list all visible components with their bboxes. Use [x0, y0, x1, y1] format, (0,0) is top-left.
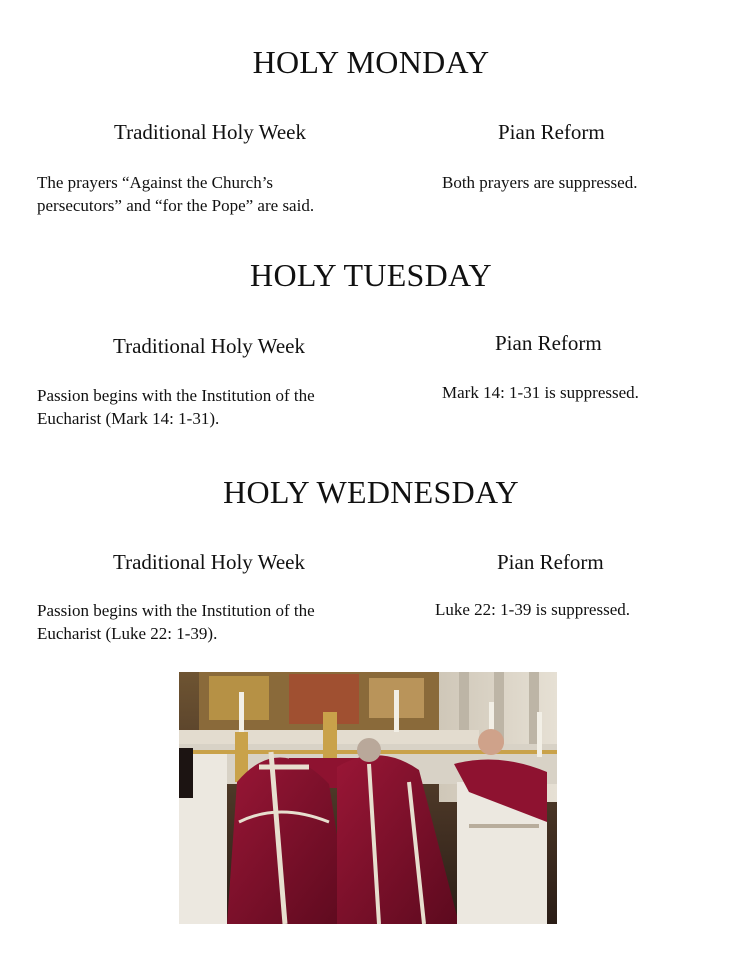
holy-wednesday-pian-text: Luke 22: 1-39 is suppressed. [435, 600, 631, 619]
holy-monday-pian-heading: Pian Reform [498, 120, 605, 144]
holy-wednesday-traditional-heading: Traditional Holy Week [113, 550, 305, 574]
holy-tuesday-pian-heading: Pian Reform [495, 331, 602, 355]
holy-tuesday-title: HOLY TUESDAY [250, 257, 492, 293]
holy-monday-traditional-heading: Traditional Holy Week [114, 120, 306, 144]
altar-photo-icon [179, 672, 557, 924]
holy-monday-traditional-text: The prayers “Against the Church’s persecutors” and “for the Pope” are said. [37, 173, 315, 215]
holy-monday-title: HOLY MONDAY [252, 44, 490, 80]
holy-wednesday-traditional-text: Passion begins with the Institution of the Eucharist (Luke 22: 1-39). [37, 601, 315, 643]
holy-tuesday-pian-text: Mark 14: 1-31 is suppressed. [442, 383, 639, 402]
holy-monday-pian-text: Both prayers are suppressed. [442, 173, 638, 192]
holy-wednesday-pian-heading: Pian Reform [497, 550, 604, 574]
altar-photo [179, 672, 557, 924]
holy-tuesday-traditional-heading: Traditional Holy Week [113, 334, 305, 358]
holy-wednesday-title: HOLY WEDNESDAY [223, 474, 519, 510]
holy-tuesday-traditional-text: Passion begins with the Institution of the Eucharist (Mark 14: 1-31). [37, 386, 315, 428]
